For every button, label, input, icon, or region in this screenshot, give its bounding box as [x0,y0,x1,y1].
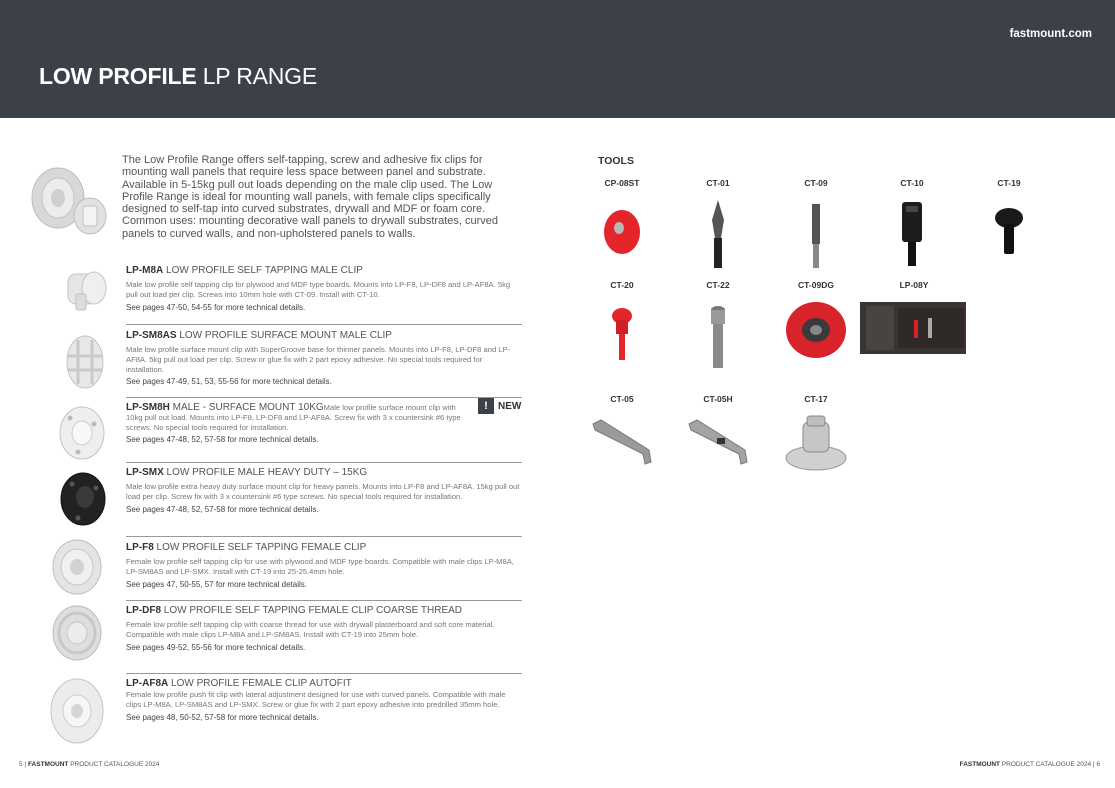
product-description: Male low profile extra heavy duty surface mount clip for heavy panels. Mounts into LP-F8 and LP-AF8A. 15kg pull out load per clip. Screw fix with 3 x countersink #6 type screws. No special tools required for installation. [126,482,520,501]
page-header [0,0,1115,118]
product-name: LOW PROFILE SURFACE MOUNT MALE CLIP [176,330,392,341]
new-label: NEW [498,400,522,412]
tool-code: CT-05 [610,394,634,404]
tool-ct-17 [771,394,861,474]
tool-code: CT-19 [997,178,1021,188]
product-title [126,605,522,616]
tool-lp-08y [874,280,954,358]
product-lp-m8a [126,265,522,312]
lp-m8a-image [62,264,110,314]
ct-01-image [688,194,748,274]
intro-text: The Low Profile Range offers self-tapping, screw and adhesive fix clips for mounting wall panels that require less space between panel and substrate. Available in 5-15kg pull out loads depending on the male clip used. The Low Profile Range is ideal for mounting wall panels, with female clips specifically designed to self-tap into curved substrates, drywall and MDF or foam core. Common uses: mounting decorative wall panels to drywall substrates, curved panels to curved walls, and non-upholstered panels to walls. [122,154,499,240]
tool-ct-01 [673,178,763,274]
ct-10-image [882,194,942,274]
cp-08st-image [592,194,652,264]
tool-ct-09dg [771,280,861,366]
tool-code: CT-20 [610,280,634,290]
product-description: Male low profile surface mount clip with SuperGroove base for thinner panels. Mounts into LP-F8, LP-DF8 and LP-AF8A. 5kg pull out load per clip. Screw or glue fix with 2 part epoxy adhesive. No special tools required for installation. [126,345,511,374]
tool-cp-08st [577,178,667,264]
product-description: Female low profile self tapping clip with coarse thread for use with drywall plasterboard and soft core material. Compatible with male clips LP-M8A and LP-SM8AS. Install with CT-19 into 25mm hole. [126,620,495,639]
product-title [126,542,522,553]
product-see-pages: See pages 48, 50-52, 57-58 for more technical details. [126,712,319,722]
footer-page-left: 5 [19,761,23,768]
product-code: LP-SMX [126,467,164,478]
product-code: LP-SM8H [126,402,170,413]
product-description: Female low profile push fit clip with lateral adjustment designed for use with curved panels. Compatible with male clips LP-M8A, LP-SM8AS and LP-SMX. Screw or glue fix with 2 part epoxy adhesive into predrilled 35mm hole. [126,690,506,709]
product-see-pages: See pages 47-48, 52, 57-58 for more technical details. [126,504,319,514]
product-lp-af8a [126,678,522,722]
tool-ct-05 [577,394,667,470]
product-description: Male low profile self tapping clip for plywood and MDF type boards. Mounts into LP-F8, LP-DF8 and LP-AF8A. 5kg pull out load per clip. Screws into 10mm hole with CT-09. Install with CT-10. [126,280,511,299]
footer-left: 5 | FASTMOUNT PRODUCT CATALOGUE 2024 [19,761,160,768]
tools-heading: TOOLS [598,155,634,167]
tool-ct-20 [577,280,667,376]
lp-sm8h-image [56,404,108,462]
tool-ct-19 [964,178,1054,274]
product-name: LOW PROFILE SELF TAPPING MALE CLIP [163,265,363,276]
product-name: LOW PROFILE FEMALE CLIP AUTOFIT [168,678,352,689]
site-url[interactable]: fastmount.com [1009,28,1092,40]
tool-ct-09 [771,178,861,274]
tool-ct-10 [867,178,957,274]
product-lp-f8 [126,542,522,589]
product-title [126,467,522,478]
product-description-text: Male low profile surface mount clip with 10kg pull out load. Mounts into LP-F8, LP-DF8 and LP-AF8A. Screw fix with 3 x countersink #6 type screws. No special tools required for installation. [126,403,461,432]
divider [126,600,522,601]
product-code: LP-AF8A [126,678,169,689]
tool-code: CT-05H [703,394,733,404]
lp-08y-image [858,296,970,358]
divider [126,673,522,674]
footer-page-right: 6 [1096,761,1100,768]
product-lp-smx [126,467,522,514]
lp-sm8as-image [62,334,108,390]
product-name: MALE - SURFACE MOUNT 10KG [169,402,324,413]
ct-22-image [688,296,748,376]
product-see-pages: See pages 47-48, 52, 57-58 for more technical details. [126,435,319,445]
ct-19-image [979,194,1039,274]
product-lp-df8 [126,605,522,652]
product-lp-sm8as [126,330,522,386]
ct-09dg-image [781,296,851,366]
product-see-pages: See pages 47-49, 51, 53, 55-56 for more technical details. [126,377,332,387]
footer-catalogue-left: PRODUCT CATALOGUE 2024 [68,761,160,768]
product-lp-sm8h [126,403,466,444]
product-see-pages: See pages 47-50, 54-55 for more technical details. [126,302,306,312]
tool-code: CT-09DG [798,280,834,290]
product-title [126,330,522,341]
product-code: LP-DF8 [126,605,161,616]
exclamation-icon: ! [478,398,494,414]
tool-code: CP-08ST [604,178,640,188]
tool-ct-05h [673,394,763,470]
product-description: Female low profile self tapping clip for use with plywood and MDF type boards. Compatible with male clips LP-M8A, LP-SM8AS and LP-SMX. Install with CT-19 into 25-25.4mm hole. [126,557,514,576]
product-title [126,265,522,276]
ct-20-image [592,296,652,376]
title-rest: LP RANGE [196,63,318,89]
ct-17-image [781,410,851,474]
intro-clips-image [28,158,114,242]
tool-code: CT-22 [706,280,730,290]
tool-code: CT-01 [706,178,730,188]
tool-code: CT-09 [804,178,828,188]
product-name: LOW PROFILE MALE HEAVY DUTY – 15KG [163,467,368,478]
tool-code: CT-10 [900,178,924,188]
product-code: LP-F8 [126,542,154,553]
lp-af8a-image [48,676,106,746]
product-name: LOW PROFILE SELF TAPPING FEMALE CLIP [153,542,367,553]
divider [126,397,522,398]
title-bold: LOW PROFILE [39,63,197,89]
product-code: LP-M8A [126,265,164,276]
footer-brand-left: FASTMOUNT [27,761,69,768]
product-code: LP-SM8AS [126,330,177,341]
footer-brand-right: FASTMOUNT [959,761,1001,768]
divider [126,536,522,537]
product-title [126,402,324,413]
product-title [126,678,522,689]
new-badge [478,398,521,414]
ct-05-image [587,410,657,470]
product-see-pages: See pages 49-52, 55-56 for more technical details. [126,642,306,652]
footer-right: FASTMOUNT PRODUCT CATALOGUE 2024 | 6 [959,761,1100,768]
tool-ct-22 [673,280,763,376]
product-see-pages: See pages 47, 50-55, 57 for more technical details. [126,579,307,589]
tool-code: CT-17 [804,394,828,404]
lp-df8-image [50,604,104,662]
product-name: LOW PROFILE SELF TAPPING FEMALE CLIP COARSE THREAD [161,605,463,616]
divider [126,324,522,325]
divider [126,462,522,463]
ct-09-image [786,194,846,274]
page-title [39,63,317,90]
ct-05h-image [683,410,753,470]
footer-catalogue-right: PRODUCT CATALOGUE 2024 [1000,761,1092,768]
product-description [126,403,466,432]
tool-code: LP-08Y [899,280,929,290]
lp-smx-image [58,470,108,528]
lp-f8-image [50,538,104,596]
